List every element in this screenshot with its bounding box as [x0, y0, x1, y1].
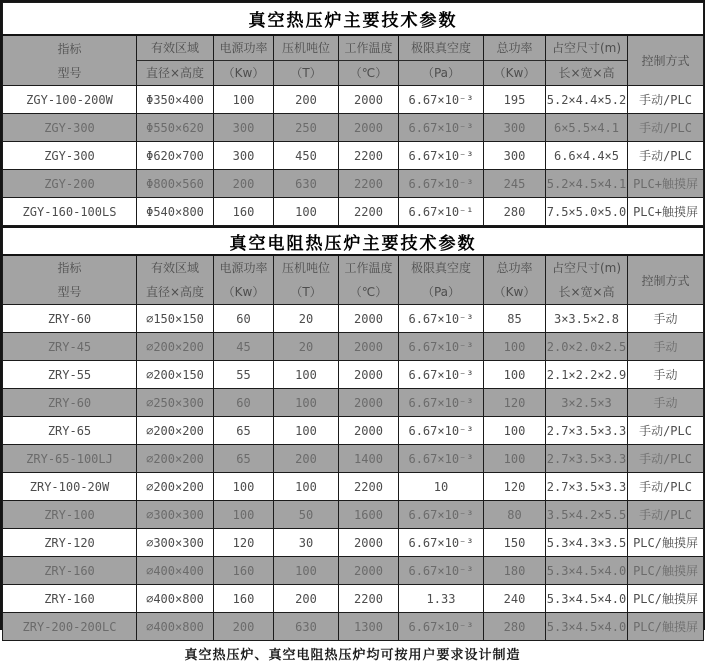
cell: 1600: [339, 501, 399, 529]
cell: Φ550×620: [137, 114, 214, 142]
cell: Φ800×560: [137, 170, 214, 198]
header-effective-area: 有效区域 直径×高度: [137, 35, 214, 86]
cell: 120: [484, 473, 546, 501]
cell: 195: [484, 86, 546, 114]
header-ultimate-vacuum: 极限真空度 （Pa）: [399, 35, 484, 86]
cell: 手动/PLC: [628, 142, 704, 170]
cell: 2200: [339, 585, 399, 613]
cell: ZRY-60: [3, 305, 137, 333]
cell: 280: [484, 198, 546, 226]
cell: ⌀400×400: [137, 557, 214, 585]
cell: 手动/PLC: [628, 473, 704, 501]
cell: 6.67×10⁻³: [399, 389, 484, 417]
cell: ⌀250×300: [137, 389, 214, 417]
cell: 5.2×4.5×4.1: [546, 170, 628, 198]
cell: PLC+触摸屏: [628, 198, 704, 226]
cell: 45: [214, 333, 274, 361]
cell: ZRY-100-20W: [3, 473, 137, 501]
section-title-row: [3, 3, 704, 36]
cell: ZRY-200-200LC: [3, 613, 137, 641]
cell: 100: [274, 557, 339, 585]
section-title: 真空热压炉主要技术参数: [3, 3, 704, 36]
cell: Φ350×400: [137, 86, 214, 114]
cell: 6.67×10⁻³: [399, 445, 484, 473]
cell: 6.67×10⁻³: [399, 86, 484, 114]
cell: 100: [484, 417, 546, 445]
header-press-tonnage: 压机吨位 （T）: [274, 35, 339, 86]
cell: 120: [484, 389, 546, 417]
cell: ⌀200×200: [137, 473, 214, 501]
cell: 2000: [339, 557, 399, 585]
cell: 6.67×10⁻³: [399, 501, 484, 529]
header-power: 电源功率 （Kw）: [214, 35, 274, 86]
cell: 手动/PLC: [628, 417, 704, 445]
cell: ZGY-100-200W: [3, 86, 137, 114]
cell: ⌀300×300: [137, 501, 214, 529]
cell: 65: [214, 417, 274, 445]
header-model: 指标 型号: [3, 35, 137, 86]
cell: 5.3×4.3×3.5: [546, 529, 628, 557]
table-row: [3, 198, 704, 226]
cell: ZRY-60: [3, 389, 137, 417]
cell: ZGY-300: [3, 114, 137, 142]
table-body: [3, 305, 704, 641]
cell: 2000: [339, 333, 399, 361]
cell: ⌀400×800: [137, 585, 214, 613]
cell: 2200: [339, 473, 399, 501]
cell: ZGY-200: [3, 170, 137, 198]
cell: 20: [274, 333, 339, 361]
cell: PLC/触摸屏: [628, 613, 704, 641]
cell: 60: [214, 389, 274, 417]
cell: 7.5×5.0×5.0: [546, 198, 628, 226]
cell: 245: [484, 170, 546, 198]
cell: 150: [484, 529, 546, 557]
header-row: [3, 35, 704, 86]
cell: ZRY-120: [3, 529, 137, 557]
table-row: [3, 529, 704, 557]
cell: 5.3×4.5×4.0: [546, 585, 628, 613]
cell: 300: [484, 142, 546, 170]
cell: ⌀300×300: [137, 529, 214, 557]
cell: 200: [274, 445, 339, 473]
cell: ⌀200×200: [137, 445, 214, 473]
header-footprint: 占空尺寸(m) 长×宽×高: [546, 255, 628, 305]
cell: 630: [274, 170, 339, 198]
table-body: [3, 86, 704, 226]
cell: PLC+触摸屏: [628, 170, 704, 198]
cell: ⌀150×150: [137, 305, 214, 333]
cell: 2000: [339, 529, 399, 557]
header-footprint: 占空尺寸(m) 长×宽×高: [546, 35, 628, 86]
cell: ZRY-100: [3, 501, 137, 529]
cell: 200: [214, 170, 274, 198]
cell: 手动: [628, 389, 704, 417]
cell: 55: [214, 361, 274, 389]
cell: 2.7×3.5×3.3: [546, 473, 628, 501]
cell: 6×5.5×4.1: [546, 114, 628, 142]
header-working-temp: 工作温度 （℃）: [339, 255, 399, 305]
cell: 6.67×10⁻³: [399, 142, 484, 170]
cell: 3.5×4.2×5.5: [546, 501, 628, 529]
cell: 6.6×4.4×5: [546, 142, 628, 170]
cell: 10: [399, 473, 484, 501]
cell: 5.3×4.5×4.0: [546, 613, 628, 641]
cell: 3×3.5×2.8: [546, 305, 628, 333]
table-row: [3, 417, 704, 445]
cell: 2.7×3.5×3.3: [546, 417, 628, 445]
cell: 5.2×4.4×5.2: [546, 86, 628, 114]
cell: ZRY-160: [3, 557, 137, 585]
cell: 6.67×10⁻³: [399, 170, 484, 198]
cell: 240: [484, 585, 546, 613]
cell: 2000: [339, 361, 399, 389]
cell: ⌀400×800: [137, 613, 214, 641]
table-row: [3, 557, 704, 585]
cell: 3×2.5×3: [546, 389, 628, 417]
cell: 80: [484, 501, 546, 529]
cell: 200: [274, 585, 339, 613]
table-row: [3, 86, 704, 114]
cell: PLC/触摸屏: [628, 557, 704, 585]
cell: ZGY-300: [3, 142, 137, 170]
cell: 2.7×3.5×3.3: [546, 445, 628, 473]
cell: Φ620×700: [137, 142, 214, 170]
cell: 85: [484, 305, 546, 333]
cell: ZGY-160-100LS: [3, 198, 137, 226]
cell: 2000: [339, 86, 399, 114]
cell: 100: [484, 361, 546, 389]
cell: PLC/触摸屏: [628, 585, 704, 613]
cell: 1400: [339, 445, 399, 473]
table-row: [3, 333, 704, 361]
cell: 6.67×10⁻³: [399, 557, 484, 585]
cell: 手动/PLC: [628, 86, 704, 114]
cell: 2.1×2.2×2.9: [546, 361, 628, 389]
cell: 100: [214, 473, 274, 501]
cell: 100: [274, 417, 339, 445]
table-row: [3, 585, 704, 613]
header-row: [3, 255, 704, 305]
cell: 6.67×10⁻³: [399, 417, 484, 445]
cell: ZRY-45: [3, 333, 137, 361]
section-title-row: [3, 227, 704, 255]
cell: 6.67×10⁻³: [399, 114, 484, 142]
header-effective-area: 有效区域 直径×高度: [137, 255, 214, 305]
cell: 1300: [339, 613, 399, 641]
cell: Φ540×800: [137, 198, 214, 226]
cell: 20: [274, 305, 339, 333]
header-ultimate-vacuum: 极限真空度 （Pa）: [399, 255, 484, 305]
cell: 60: [214, 305, 274, 333]
table-row: [3, 613, 704, 641]
cell: 2.0×2.0×2.5: [546, 333, 628, 361]
header-working-temp: 工作温度 （℃）: [339, 35, 399, 86]
table-row: [3, 501, 704, 529]
cell: 100: [484, 445, 546, 473]
header-model: 指标 型号: [3, 255, 137, 305]
header-control-mode: 控制方式: [628, 35, 704, 86]
cell: 200: [274, 86, 339, 114]
cell: 6.67×10⁻¹: [399, 198, 484, 226]
vacuum-hot-press-table: [2, 2, 704, 226]
table-row: [3, 445, 704, 473]
table-row: [3, 170, 704, 198]
cell: 100: [274, 198, 339, 226]
table-row: [3, 361, 704, 389]
cell: 6.67×10⁻³: [399, 305, 484, 333]
cell: 300: [484, 114, 546, 142]
cell: 6.67×10⁻³: [399, 361, 484, 389]
cell: ZRY-160: [3, 585, 137, 613]
cell: 手动/PLC: [628, 501, 704, 529]
cell: 120: [214, 529, 274, 557]
cell: 160: [214, 585, 274, 613]
section-title: 真空电阻热压炉主要技术参数: [3, 227, 704, 255]
cell: PLC/触摸屏: [628, 529, 704, 557]
cell: 1.33: [399, 585, 484, 613]
table-row: [3, 473, 704, 501]
header-control-mode: 控制方式: [628, 255, 704, 305]
cell: 2200: [339, 142, 399, 170]
cell: 300: [214, 114, 274, 142]
table-row: [3, 389, 704, 417]
cell: 630: [274, 613, 339, 641]
cell: ZRY-55: [3, 361, 137, 389]
cell: 30: [274, 529, 339, 557]
table-row: [3, 142, 704, 170]
cell: ⌀200×200: [137, 333, 214, 361]
cell: ZRY-65-100LJ: [3, 445, 137, 473]
cell: 200: [214, 613, 274, 641]
cell: 2000: [339, 417, 399, 445]
cell: 100: [214, 86, 274, 114]
vacuum-resistance-hot-press-table: [2, 226, 704, 641]
cell: 6.67×10⁻³: [399, 333, 484, 361]
cell: 100: [274, 473, 339, 501]
cell: 手动/PLC: [628, 114, 704, 142]
cell: 6.67×10⁻³: [399, 529, 484, 557]
cell: 2000: [339, 114, 399, 142]
cell: ⌀200×200: [137, 417, 214, 445]
header-power: 电源功率 （Kw）: [214, 255, 274, 305]
cell: 手动/PLC: [628, 445, 704, 473]
cell: 5.3×4.5×4.0: [546, 557, 628, 585]
cell: 2200: [339, 198, 399, 226]
cell: 100: [214, 501, 274, 529]
cell: 50: [274, 501, 339, 529]
cell: 160: [214, 198, 274, 226]
header-total-power: 总功率 （Kw）: [484, 35, 546, 86]
cell: 2000: [339, 389, 399, 417]
header-total-power: 总功率 （Kw）: [484, 255, 546, 305]
header-press-tonnage: 压机吨位 （T）: [274, 255, 339, 305]
clipped-footer-note: 真空热压炉、真空电阻热压炉均可按用户要求设计制造: [184, 648, 521, 663]
cell: 100: [484, 333, 546, 361]
cell: 手动: [628, 361, 704, 389]
cell: 100: [274, 389, 339, 417]
cell: ⌀200×150: [137, 361, 214, 389]
cell: 450: [274, 142, 339, 170]
table-row: [3, 305, 704, 333]
cell: 280: [484, 613, 546, 641]
table-row: [3, 114, 704, 142]
cell: 300: [214, 142, 274, 170]
cell: 100: [274, 361, 339, 389]
cell: 手动: [628, 333, 704, 361]
cell: 65: [214, 445, 274, 473]
cell: 2000: [339, 305, 399, 333]
cell: 6.67×10⁻³: [399, 613, 484, 641]
cell: ZRY-65: [3, 417, 137, 445]
cell: 手动: [628, 305, 704, 333]
cell: 2200: [339, 170, 399, 198]
cell: 250: [274, 114, 339, 142]
cell: 160: [214, 557, 274, 585]
cell: 180: [484, 557, 546, 585]
